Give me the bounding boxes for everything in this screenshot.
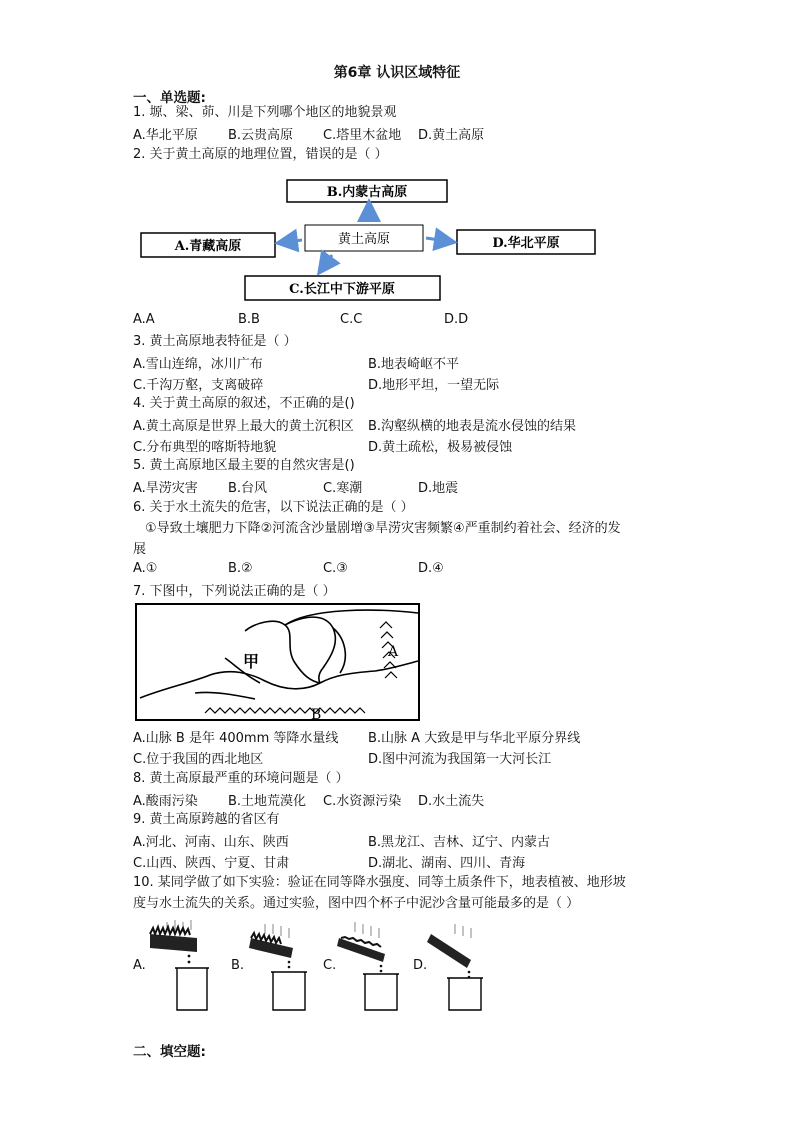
q1-option-d[interactable]: D.黄土高原	[418, 128, 485, 143]
q9-stem: 9. 黄土高原跨越的省区有	[133, 812, 280, 827]
q4-option-d[interactable]: D.黄土疏松，极易被侵蚀	[368, 440, 513, 455]
label-north: B.内蒙古高原	[326, 185, 408, 200]
q5-option-d[interactable]: D.地震	[418, 481, 459, 496]
q7-map	[135, 603, 420, 721]
arrow-east	[426, 238, 446, 241]
q10-cup-a	[145, 920, 215, 1015]
q6-option-c[interactable]: C.③	[323, 561, 348, 576]
box-west	[141, 233, 275, 257]
q6-stem: 6. 关于水土流失的危害，以下说法正确的是（ ）	[133, 500, 414, 515]
q2-option-c[interactable]: C.C	[340, 312, 363, 327]
q5-stem: 5. 黄土高原地区最主要的自然灾害是()	[133, 458, 355, 473]
q3-stem: 3. 黄土高原地表特征是（ ）	[133, 334, 297, 349]
section-fill-blank: 二、填空题:	[133, 1044, 206, 1060]
q4-option-a[interactable]: A.黄土高原是世界上最大的黄土沉积区	[133, 419, 354, 434]
q1-option-b[interactable]: B.云贵高原	[228, 128, 294, 143]
q8-option-a[interactable]: A.酸雨污染	[133, 794, 198, 809]
arrow-west	[286, 240, 302, 242]
map-label-b: B	[311, 707, 322, 721]
arrow-south	[324, 255, 332, 266]
map-label-a: A	[388, 644, 399, 660]
q5-option-c[interactable]: C.寒潮	[323, 481, 363, 496]
q2-location-diagram	[140, 175, 600, 305]
q1-stem: 1. 塬、梁、茆、川是下列哪个地区的地貌景观	[133, 105, 397, 120]
box-north	[287, 180, 447, 202]
label-south: C.长江中下游平原	[289, 282, 395, 297]
box-south	[245, 276, 440, 300]
q10-stem: 10. 某同学做了如下实验：验证在同等降水强度、同等土质条件下，地表植被、地形坡	[133, 875, 626, 890]
q8-option-b[interactable]: B.土地荒漠化	[228, 794, 307, 809]
q1-option-a[interactable]: A.华北平原	[133, 128, 198, 143]
label-west: A.青藏高原	[174, 239, 242, 254]
q5-option-a[interactable]: A.旱涝灾害	[133, 481, 198, 496]
q6-option-d[interactable]: D.④	[418, 561, 444, 576]
q10-cup-b	[243, 920, 313, 1015]
q6-option-b[interactable]: B.②	[228, 561, 253, 576]
q9-option-c[interactable]: C.山西、陕西、宁夏、甘肃	[133, 856, 290, 871]
label-center: 黄土高原	[337, 232, 391, 247]
label-east: D.华北平原	[492, 236, 560, 251]
q10-stem-cont: 度与水土流失的关系。通过实验，图中四个杯子中泥沙含量可能最多的是（ ）	[133, 896, 580, 911]
q7-option-c[interactable]: C.位于我国的西北地区	[133, 752, 264, 767]
q9-option-b[interactable]: B.黑龙江、吉林、辽宁、内蒙古	[368, 835, 551, 850]
q10-option-b[interactable]: B.	[231, 958, 245, 973]
q3-option-b[interactable]: B.地表崎岖不平	[368, 357, 460, 372]
q10-cup-c	[335, 920, 405, 1015]
q2-stem: 2. 关于黄土高原的地理位置，错误的是（ ）	[133, 147, 388, 162]
q9-option-d[interactable]: D.湖北、湖南、四川、青海	[368, 856, 526, 871]
q6-statements-cont: 展	[133, 542, 147, 557]
q8-option-d[interactable]: D.水土流失	[418, 794, 485, 809]
q4-stem: 4. 关于黄土高原的叙述，不正确的是()	[133, 396, 355, 411]
q4-option-b[interactable]: B.沟壑纵横的地表是流水侵蚀的结果	[368, 419, 577, 434]
box-east	[457, 230, 595, 254]
q8-option-c[interactable]: C.水资源污染	[323, 794, 402, 809]
q10-option-d[interactable]: D.	[413, 958, 428, 973]
q6-statements: ①导致土壤肥力下降②河流含沙量剧增③旱涝灾害频繁④严重制约着社会、经济的发	[145, 521, 621, 536]
section-single-choice: 一、单选题:	[133, 90, 206, 106]
q10-cup-d	[425, 920, 495, 1015]
q4-option-c[interactable]: C.分布典型的喀斯特地貌	[133, 440, 277, 455]
q7-option-d[interactable]: D.图中河流为我国第一大河长江	[368, 752, 552, 767]
page-title: 第6章 认识区域特征	[333, 65, 461, 81]
q2-option-a[interactable]: A.A	[133, 312, 155, 327]
q5-option-b[interactable]: B.台风	[228, 481, 268, 496]
box-center	[305, 225, 423, 251]
q3-option-c[interactable]: C.千沟万壑，支离破碎	[133, 378, 264, 393]
q7-option-b[interactable]: B.山脉 A 大致是甲与华北平原分界线	[368, 731, 581, 746]
q10-option-a[interactable]: A.	[133, 958, 146, 973]
q9-option-a[interactable]: A.河北、河南、山东、陕西	[133, 835, 289, 850]
q2-option-b[interactable]: B.B	[238, 312, 260, 327]
q3-option-d[interactable]: D.地形平坦，一望无际	[368, 378, 500, 393]
map-label-jia: 甲	[243, 652, 260, 671]
q8-stem: 8. 黄土高原最严重的环境问题是（ ）	[133, 771, 349, 786]
q7-stem: 7. 下图中，下列说法正确的是（ ）	[133, 584, 336, 599]
q7-option-a[interactable]: A.山脉 B 是年 400mm 等降水量线	[133, 731, 339, 746]
q10-option-c[interactable]: C.	[323, 958, 337, 973]
q6-option-a[interactable]: A.①	[133, 561, 158, 576]
q1-option-c[interactable]: C.塔里木盆地	[323, 128, 402, 143]
q2-option-d[interactable]: D.D	[444, 312, 469, 327]
q3-option-a[interactable]: A.雪山连绵，冰川广布	[133, 357, 263, 372]
